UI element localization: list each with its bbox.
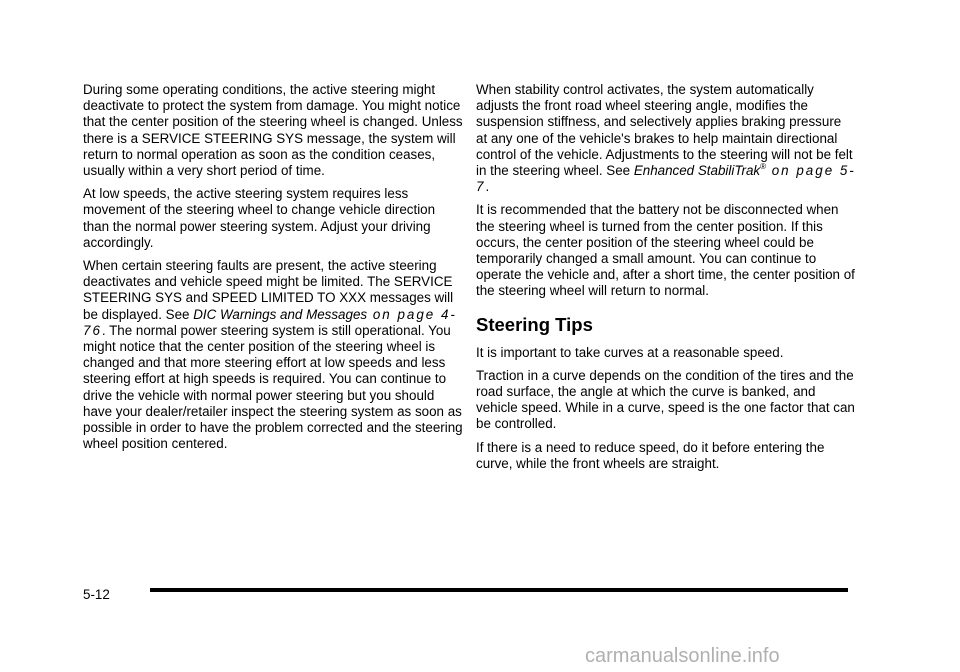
registered-mark: ® xyxy=(760,162,767,172)
paragraph-steering-faults xyxy=(83,258,463,452)
paragraph-text: When certain steering faults are present, the active steering deactivates and vehicle speed might be limited. The SERVICE STEERING SYS and SPEED LIMITED TO XXX messages will be displayed. See xyxy=(83,258,454,322)
stabilitrak-link[interactable]: Enhanced StabiliTrak xyxy=(633,163,761,179)
section-heading-steering-tips: Steering Tips xyxy=(476,313,593,335)
paragraph-stability-control xyxy=(476,82,856,195)
paragraph-deactivation: During some operating conditions, the active steering might deactivate to protect the system from damage. You might notice that the center position of the steering wheel is changed. Unless there is a SERVICE STEERING SYS message, the system will return to normal operation as soon as the condition ceases, usually within a very short period of time. xyxy=(83,82,463,179)
paragraph-low-speeds: At low speeds, the active steering system requires less movement of the steering wheel to change vehicle direction than the normal power steering system. Adjust your driving accordingly. xyxy=(83,186,436,250)
dic-warnings-link[interactable]: DIC Warnings and Messages xyxy=(193,306,368,322)
footer-rule xyxy=(150,588,848,592)
paragraph-traction: Traction in a curve depends on the condition of the tires and the road surface, the angle at which the curve is banked, and vehicle speed. While in a curve, speed is the one factor that can be controlled. xyxy=(476,367,855,432)
paragraph-text: . xyxy=(485,179,490,195)
paragraph-battery: It is recommended that the battery not be disconnected when the steering wheel is turned from the center position. If this occurs, the center position of the steering wheel could be temporarily changed a small amount. You can continue to operate the vehicle and, after a short time, the center position of the steering wheel will return to normal. xyxy=(476,202,855,299)
dic-warnings-page-ref[interactable]: on page 4-76 xyxy=(83,306,457,338)
paragraph-text: When stability control activates, the system automatically adjusts the front road wheel steering angle, modifies the suspension stiffness, and selectively applies braking pressure at any one of the vehicle's brakes to help maintain directional control of the vehicle. Adjustments to the steering will not be felt in the steering wheel. See xyxy=(476,82,853,179)
paragraph-reduce-speed: If there is a need to reduce speed, do it before entering the curve, while the front wheels are straight. xyxy=(476,439,825,471)
paragraph-text: . The normal power steering system is still operational. You might notice that the center position of the steering wheel is changed and that more steering effort at low speeds and less steering effort at high speeds is required. You can continue to drive the vehicle with normal power steering but you should have your dealer/retailer inspect the steering system as soon as possible in order to have the problem corrected and the steering wheel position centered. xyxy=(83,322,463,452)
stabilitrak-page-ref[interactable]: on page 5-7 xyxy=(476,163,856,195)
paragraph-curves-speed: It is important to take curves at a reasonable speed. xyxy=(476,344,784,360)
left-column xyxy=(83,82,463,459)
page-number: 5-12 xyxy=(83,587,110,602)
right-column xyxy=(476,82,856,479)
watermark: carmanualsonline.info xyxy=(585,645,780,667)
